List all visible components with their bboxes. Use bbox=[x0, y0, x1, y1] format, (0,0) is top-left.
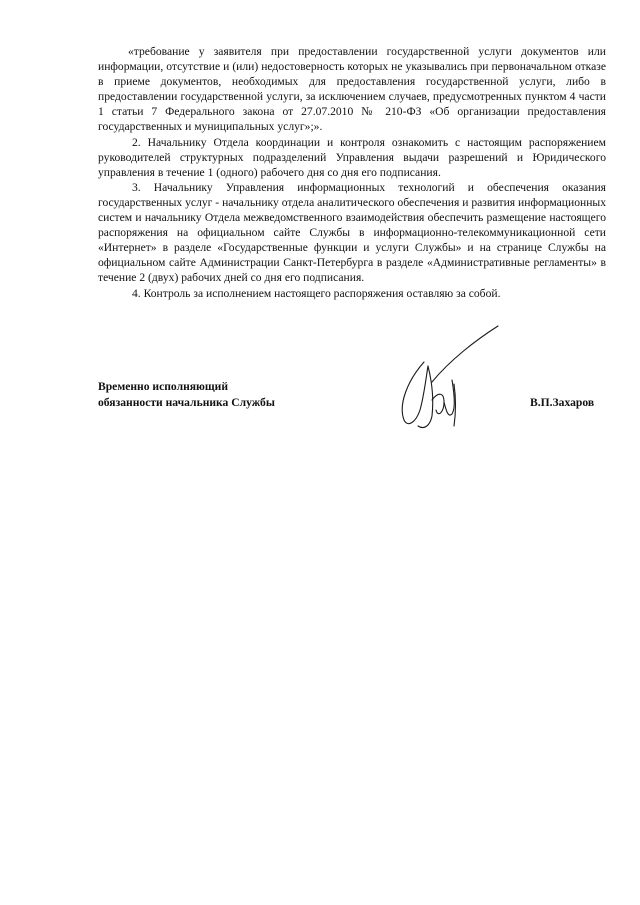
signature-stroke-loop-right bbox=[444, 380, 454, 415]
signer-name: В.П.Захаров bbox=[530, 396, 595, 409]
paragraph-item-2: 2. Начальнику Отдела координации и контроля ознакомить с настоящим распоряжением руководителей структурных подразделений Управления выдачи разрешений и Юридического управления в течение 1 (одного) рабочего дня со дня его подписания. bbox=[98, 135, 606, 179]
signature-stroke-loop-left bbox=[402, 362, 428, 424]
signer-position-line-2: обязанности начальника Службы bbox=[98, 395, 275, 409]
signer-position-line-1: Временно исполняющий bbox=[98, 380, 229, 393]
paragraph-item-3: 3. Начальнику Управления информационных технологий и обеспечения оказания государственных услуг - начальнику отдела аналитического обеспечения и развития информационных систем и начальнику Отдела межведомственного взаимодействия обеспечить размещение настоящего распоряжения на официальном сайте Службы в информационно-телекоммуникационной сети «Интернет» в разделе «Государственные функции и услуги Службы» и на странице Службы на официальном сайте Администрации Санкт-Петербурга в разделе «Административные регламенты» в течение 2 (двух) рабочих дней со дня его подписания. bbox=[98, 180, 606, 285]
signature-stroke-loop-mid bbox=[432, 394, 444, 413]
document-body bbox=[98, 44, 606, 301]
signature-stroke-descender bbox=[418, 366, 433, 428]
handwritten-signature bbox=[380, 322, 520, 444]
paragraph-item-4: 4. Контроль за исполнением настоящего распоряжения оставляю за собой. bbox=[132, 286, 501, 300]
signer-position bbox=[98, 379, 275, 410]
signature-stroke-tail bbox=[432, 326, 498, 382]
paragraph-amendment-quote: «требование у заявителя при предоставлении государственной услуги документов или информации, отсутствие и (или) недостоверность которых не указывались при первоначальном отказе в приеме документов, необходимых для предоставления государственной услуги, либо в предоставлении государственной услуги, за исключением случаев, предусмотренных пунктом 4 части 1 статьи 7 Федерального закона от 27.07.2010 № 210-ФЗ «Об организации предоставления государственных и муниципальных услуг»;». bbox=[98, 45, 606, 134]
